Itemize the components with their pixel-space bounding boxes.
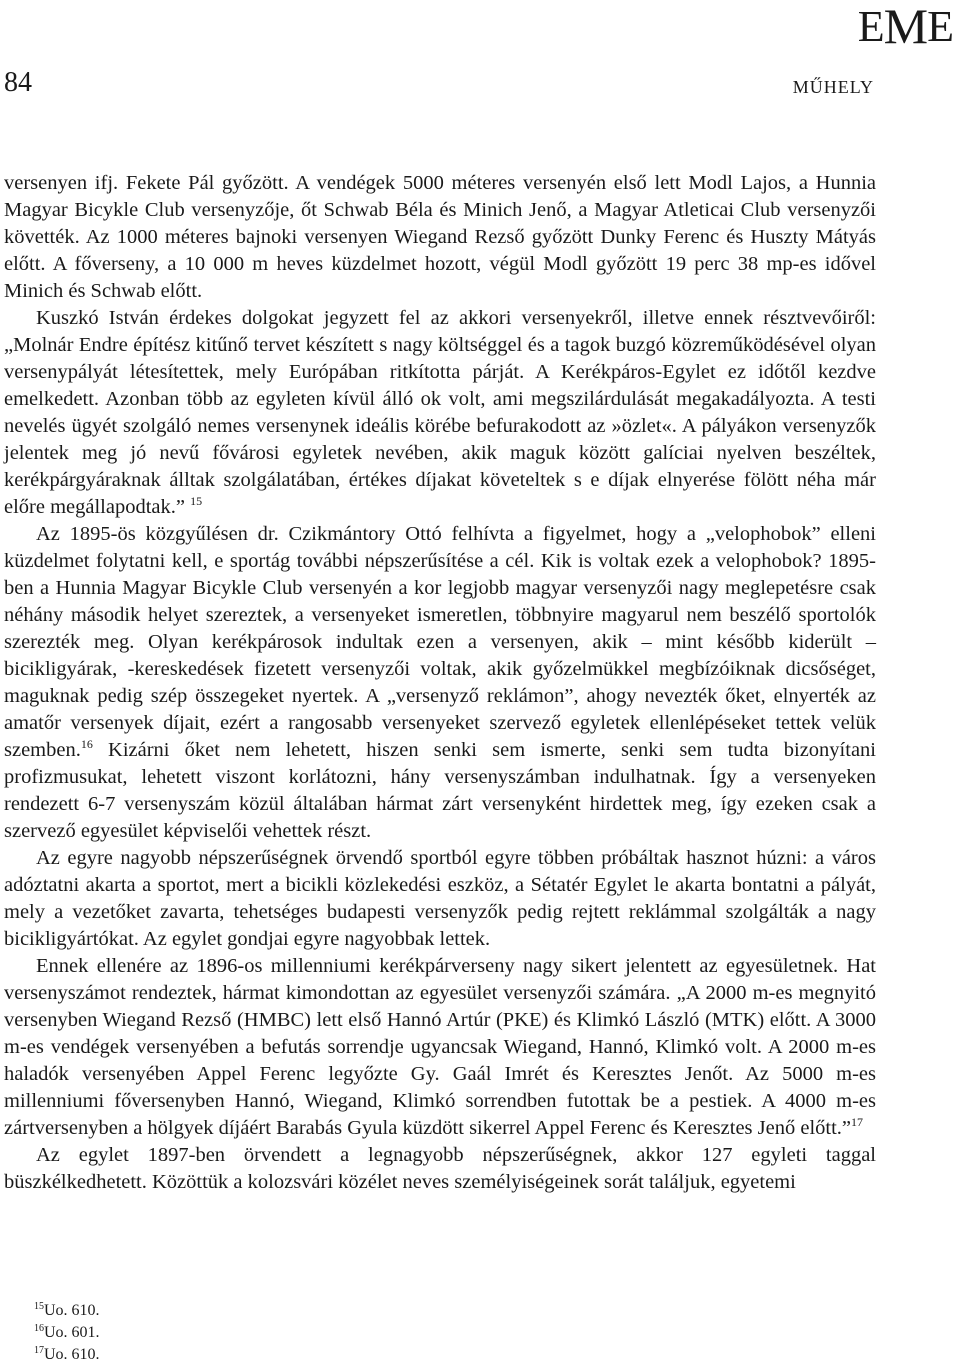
logo-letter-e2: E	[927, 2, 953, 51]
paragraph-text: Kuszkó István érdekes dolgokat jegyzett fel az akkori versenyekről, illetve ennek résztvevőiről: „Molnár Endre építész kitűnő tervet készített s nagy költséggel és a tagok buzgó közreműködésével olyan versenypályát létesítettek, mely Európában ritkította párját. A Kerékpáros-Egylet ez időtől kezdve emelkedett. Azonban több az egyleten kívül álló ok volt, ami megszilárdulását megakadályozta. A testi nevelés ügyét szolgáló nemes versenynek ideális körébe befurakodott az »özlet«. A pályákon versenyzők jelentek meg jó nevű fővárosi egyletek nevében, akik maguk között galíciai nyelven beszéltek, kerékpárgyáraknak álltak szolgálatában, értékes díjakat követeltek s e díjak elnyerése fölött néha már előre megállapodtak.”	[4, 307, 876, 518]
journal-logo	[857, 0, 953, 54]
body-paragraph	[4, 170, 876, 305]
body-paragraph	[4, 953, 876, 1142]
paragraph-text: Kizárni őket nem lehetett, hiszen senki sem ismerte, senki sem tudta bizonyítani profizmusukat, lehetett viszont korlátozni, hány versenyszámban indulhatnak. Így a versenyeken rendezett 6-7 versenyszám közül általában hármat zárt versenyként hirdettek meg, így ezeken csak a szervező egyesület képviselői vehettek részt.	[4, 739, 876, 842]
footnote-ref[interactable]: 16	[80, 737, 93, 751]
footnote-number: 15	[34, 1301, 44, 1312]
footnote	[34, 1300, 100, 1322]
footnote-text: Uo. 601.	[44, 1324, 100, 1341]
footnote-text: Uo. 610.	[44, 1302, 100, 1319]
logo-letter-m: M	[883, 0, 928, 54]
body-paragraph	[4, 1142, 876, 1196]
footnote-text: Uo. 610.	[44, 1346, 100, 1363]
paragraph-text: Ennek ellenére az 1896-os millenniumi kerékpárverseny nagy sikert jelentett az egyesületnek. Hat versenyszámot rendeztek, hármat kimondottan az egyesület versenyzői számára. „A 2000 m-es megnyitó versenyben Wiegand Rezső (HMBC) lett első Hannó Artúr (PKE) és Klimkó László (MTK) előtt. A 3000 m-es vendégek versenyében a befutás sorrendje ugyancsak Wiegand, Hannó, Klimkó volt. A 2000 m-es haladók versenyében Appel Ferenc legyőzte Gy. Gaál Imrét és Keresztes Jenőt. Az 5000 m-es millenniumi főversenyben Hannó, Wiegand, Klimkó sorrendben futottak be a pestiek. A 4000 m-es zártversenyben a hölgyek díjáért Barabás Gyula küzdött sikerrel Appel Ferenc és Keresztes Jenő előtt.”	[4, 955, 876, 1139]
body-text	[4, 170, 876, 1196]
page-number: 84	[4, 67, 32, 98]
paragraph-text: Az egylet 1897-ben örvendett a legnagyobb népszerűségnek, akkor 127 egyleti taggal büszkélkedhetett. Közöttük a kolozsvári közélet neves személyiségeinek sorát találjuk, egyetemi	[4, 1144, 876, 1193]
section-name: MŰHELY	[792, 77, 874, 97]
footnote-number: 17	[34, 1345, 44, 1356]
footnote-ref[interactable]: 15	[190, 494, 203, 508]
footnote	[34, 1344, 100, 1366]
footnotes	[34, 1300, 100, 1366]
logo-letter-e1: E	[857, 2, 884, 51]
paragraph-text: Az 1895-ös közgyűlésen dr. Czikmántory Ottó felhívta a figyelmet, hogy a „velophobok” elleni küzdelmet folytatni kell, e sportág további népszerűsítése a cél. Kik is voltak ezek a velophobok? 1895-ben a Hunnia Magyar Bicykle Club versenyén a kor legjobb magyar versenyzői nagy meglepetésre csak néhány második helyet szereztek, a versenyeket ismeretlen, többnyire magyarul nem beszélő sportolók szerezték meg. Olyan kerékpárosok indultak ezen a versenyen, akik – mint később kiderült – bicikligyárak, -kereskedések fizetett versenyzői voltak, akik győzelmükkel megbízóiknak dicsőséget, maguknak pedig szép összegeket nyertek. A „versenyző reklámon”, ahogy nevezték őket, elnyerték az amatőr versenyek díjait, ezért a rangosabb versenyeket szervező egyletek ellenlépéseket tettek velük szemben.	[4, 523, 876, 761]
footnote	[34, 1322, 100, 1344]
paragraph-text: versenyen ifj. Fekete Pál győzött. A vendégek 5000 méteres versenyén első lett Modl Lajos, a Hunnia Magyar Bicykle Club versenyzője, őt Schwab Béla és Minich Jenő, a Magyar Atleticai Club versenyzői követték. Az 1000 méteres bajnoki versenyen Wiegand Rezső győzött Dunky Ferenc és Huszty Mátyás előtt. A főverseny, a 10 000 m heves küzdelmet hozott, végül Modl győzött 19 perc 38 mp-es idővel Minich és Schwab előtt.	[4, 172, 876, 302]
body-paragraph	[4, 305, 876, 521]
body-paragraph	[4, 845, 876, 953]
body-paragraph	[4, 521, 876, 845]
page-header	[0, 0, 960, 110]
footnote-number: 16	[34, 1323, 44, 1334]
paragraph-text: Az egyre nagyobb népszerűségnek örvendő sportból egyre többen próbáltak hasznot húzni: a város adóztatni akarta a sportot, mert a bicikli közlekedési eszköz, a Sétatér Egylet le akarta bontatni a pályát, mely a vezetőket zavarta, tehetséges budapesti versenyzők pedig rejtett reklámmal szolgálták a nagy bicikligyártókat. Az egylet gondjai egyre nagyobbak lettek.	[4, 847, 876, 950]
footnote-ref[interactable]: 17	[851, 1115, 864, 1129]
